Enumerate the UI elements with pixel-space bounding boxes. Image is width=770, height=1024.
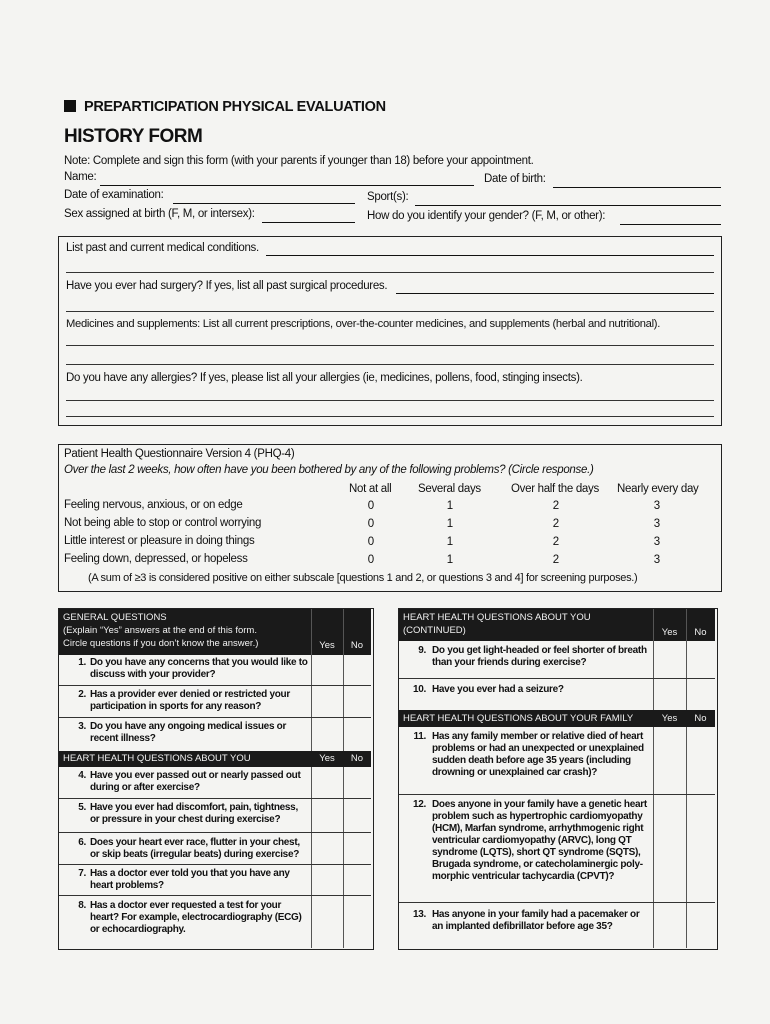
question-line: an implanted defibrillator before age 35?: [432, 921, 613, 932]
general-yes-header: Yes: [311, 609, 343, 655]
question-line: discuss with your provider?: [90, 669, 216, 680]
question-line: Has a doctor ever requested a test for your: [90, 900, 282, 911]
heart-no-header: No: [343, 751, 371, 767]
general-questions-header: [59, 609, 311, 655]
question-line: (HCM), Marfan syndrome, arrhythmogenic right: [432, 823, 644, 834]
heart-questions-header: HEART HEALTH QUESTIONS ABOUT YOU: [59, 751, 311, 767]
question-number: 4.: [78, 770, 86, 781]
sport-label: Sport(s):: [367, 191, 409, 203]
general-header-line-3: Circle questions if you don’t know the answer.): [63, 638, 259, 649]
surgery-field[interactable]: [396, 293, 714, 294]
phq-score[interactable]: 2: [552, 536, 560, 548]
phq-score[interactable]: 1: [446, 554, 454, 566]
allergies-label: Do you have any allergies? If yes, please list all your allergies (ie, medicines, pollens, food, stinging insects).: [66, 372, 583, 384]
question-line: Do you have any ongoing medical issues or: [90, 721, 287, 732]
question-line: morphic ventricular tachycardia (CPVT)?: [432, 871, 615, 882]
question-line: Do you get light-headed or feel shorter of breath: [432, 645, 647, 656]
general-header-title: GENERAL QUESTIONS: [63, 612, 167, 623]
name-field[interactable]: [100, 185, 474, 186]
dob-label: Date of birth:: [484, 173, 546, 185]
phq-score[interactable]: 0: [367, 554, 375, 566]
question-number: 10.: [412, 684, 426, 695]
row-divider: [399, 794, 715, 795]
question-line: drowning or unexplained car crash)?: [432, 767, 598, 778]
phq-instruction: Over the last 2 weeks, how often have you been bothered by any of the following problems? (Circle response.): [64, 464, 594, 476]
row-divider: [59, 832, 371, 833]
question-line: heart? For example, electrocardiography (ECG): [90, 912, 302, 923]
phq-score[interactable]: 2: [552, 554, 560, 566]
conditions-label: List past and current medical conditions.: [66, 242, 259, 254]
phq-col-several-days: Several days: [418, 483, 481, 495]
row-divider: [59, 798, 371, 799]
phq-title: Patient Health Questionnaire Version 4 (PHQ-4): [64, 448, 295, 460]
phq-score[interactable]: 0: [367, 500, 375, 512]
phq-score[interactable]: 3: [653, 536, 661, 548]
question-line: Do you have any concerns that you would like to: [90, 657, 308, 668]
surgery-label: Have you ever had surgery? If yes, list all past surgical procedures.: [66, 280, 388, 292]
phq-score[interactable]: 1: [446, 518, 454, 530]
gender-field[interactable]: [620, 224, 721, 225]
sex-field[interactable]: [262, 222, 355, 223]
continued-header-subtitle: (CONTINUED): [403, 625, 466, 636]
phq-col-not-at-all: Not at all: [349, 483, 392, 495]
form-title: HISTORY FORM: [64, 126, 203, 147]
continued-header-title: HEART HEALTH QUESTIONS ABOUT YOU: [403, 612, 591, 623]
question-line: during or after exercise?: [90, 782, 200, 793]
exam-date-label: Date of examination:: [64, 189, 164, 201]
sport-field[interactable]: [415, 205, 721, 206]
question-number: 11.: [413, 731, 426, 742]
square-bullet-icon: [64, 100, 76, 112]
general-header-line-2: (Explain “Yes” answers at the end of this form.: [63, 625, 257, 636]
allergies-line-1[interactable]: [66, 400, 714, 401]
continued-no-header: No: [686, 609, 715, 641]
exam-date-field[interactable]: [173, 203, 355, 204]
phq-score[interactable]: 1: [446, 500, 454, 512]
no-column-divider: [686, 609, 687, 948]
family-no-header: No: [686, 710, 715, 727]
dob-field[interactable]: [553, 187, 721, 188]
phq-score[interactable]: 2: [552, 500, 560, 512]
medical-history-box: [58, 236, 722, 426]
question-line: Have you ever passed out or nearly passed out: [90, 770, 301, 781]
phq-item-1: Feeling nervous, anxious, or on edge: [64, 499, 243, 511]
question-line: Has a provider ever denied or restricted your: [90, 689, 290, 700]
heart-yes-header: Yes: [311, 751, 343, 767]
phq-item-2: Not being able to stop or control worrying: [64, 517, 262, 529]
question-line: or pressure in your chest during exercise?: [90, 814, 281, 825]
question-number: 12.: [412, 799, 426, 810]
question-line: Does anyone in your family have a genetic heart: [432, 799, 647, 810]
row-divider: [59, 717, 371, 718]
question-number: 9.: [418, 645, 426, 656]
question-number: 3.: [78, 721, 86, 732]
question-line: Have you ever had a seizure?: [432, 684, 564, 695]
question-number: 13.: [412, 909, 426, 920]
continued-yes-header: Yes: [653, 609, 686, 641]
question-line: Has a doctor ever told you that you have any: [90, 868, 290, 879]
question-line: Does your heart ever race, flutter in your chest,: [90, 837, 300, 848]
phq-score[interactable]: 0: [367, 536, 375, 548]
gender-label: How do you identify your gender? (F, M, or other):: [367, 210, 606, 222]
row-divider: [399, 902, 715, 903]
family-questions-header: HEART HEALTH QUESTIONS ABOUT YOUR FAMILY: [399, 710, 653, 727]
surgery-line[interactable]: [66, 311, 714, 312]
question-line: heart problems?: [90, 880, 164, 891]
row-divider: [59, 895, 371, 896]
conditions-line[interactable]: [66, 272, 714, 273]
question-line: ventricular cardiomyopathy (ARVC), long QT: [432, 835, 632, 846]
row-divider: [59, 864, 371, 865]
phq-col-nearly-every-day: Nearly every day: [617, 483, 699, 495]
question-line: Has anyone in your family had a pacemaker or: [432, 909, 640, 920]
question-line: syndrome (LQTS), short QT syndrome (SQTS),: [432, 847, 641, 858]
phq-score[interactable]: 3: [653, 518, 661, 530]
row-divider: [59, 685, 371, 686]
row-divider: [399, 678, 715, 679]
question-line: Has any family member or relative died of heart: [432, 731, 643, 742]
question-number: 7.: [78, 868, 86, 879]
note-text: Note: Complete and sign this form (with your parents if younger than 18) before your appointment.: [64, 155, 534, 167]
phq-score[interactable]: 1: [446, 536, 454, 548]
question-number: 2.: [78, 689, 86, 700]
phq-score[interactable]: 3: [653, 554, 661, 566]
general-no-header: No: [343, 609, 371, 655]
phq-score[interactable]: 0: [367, 518, 375, 530]
question-line: or echocardiography.: [90, 924, 186, 935]
question-line: Have you ever had discomfort, pain, tightness,: [90, 802, 298, 813]
question-line: than your friends during exercise?: [432, 657, 587, 668]
question-line: problems or had an unexpected or unexplained: [432, 743, 644, 754]
question-line: sudden death before age 35 years (including: [432, 755, 631, 766]
phq-score[interactable]: 2: [552, 518, 560, 530]
sex-label: Sex assigned at birth (F, M, or intersex):: [64, 208, 255, 220]
conditions-field[interactable]: [266, 255, 714, 256]
question-number: 6.: [78, 837, 86, 848]
question-line: recent illness?: [90, 733, 156, 744]
section-title: PREPARTICIPATION PHYSICAL EVALUATION: [84, 99, 386, 115]
phq-score[interactable]: 3: [653, 500, 661, 512]
question-line: Brugada syndrome, or catecholaminergic poly-: [432, 859, 643, 870]
heart-continued-header: [399, 609, 653, 641]
question-number: 1.: [78, 657, 86, 668]
medicines-line-2[interactable]: [66, 364, 714, 365]
allergies-line-2[interactable]: [66, 416, 714, 417]
question-line: participation in sports for any reason?: [90, 701, 262, 712]
question-line: or skip beats (irregular beats) during exercise?: [90, 849, 300, 860]
phq-footnote: (A sum of ≥3 is considered positive on either subscale [questions 1 and 2, or questions 3 and 4] for screening purposes.): [88, 572, 638, 584]
question-number: 5.: [78, 802, 86, 813]
no-column-divider: [343, 609, 344, 948]
phq-item-4: Feeling down, depressed, or hopeless: [64, 553, 248, 565]
phq-col-over-half: Over half the days: [511, 483, 599, 495]
medicines-label: Medicines and supplements: List all current prescriptions, over-the-counter medicines, and supplements (herbal and nutritional).: [66, 318, 661, 330]
family-yes-header: Yes: [653, 710, 686, 727]
section-header: [64, 99, 386, 115]
name-label: Name:: [64, 171, 97, 183]
question-line: problem such as hypertrophic cardiomyopathy: [432, 811, 643, 822]
medicines-line-1[interactable]: [66, 345, 714, 346]
question-number: 8.: [78, 900, 86, 911]
phq-item-3: Little interest or pleasure in doing things: [64, 535, 255, 547]
